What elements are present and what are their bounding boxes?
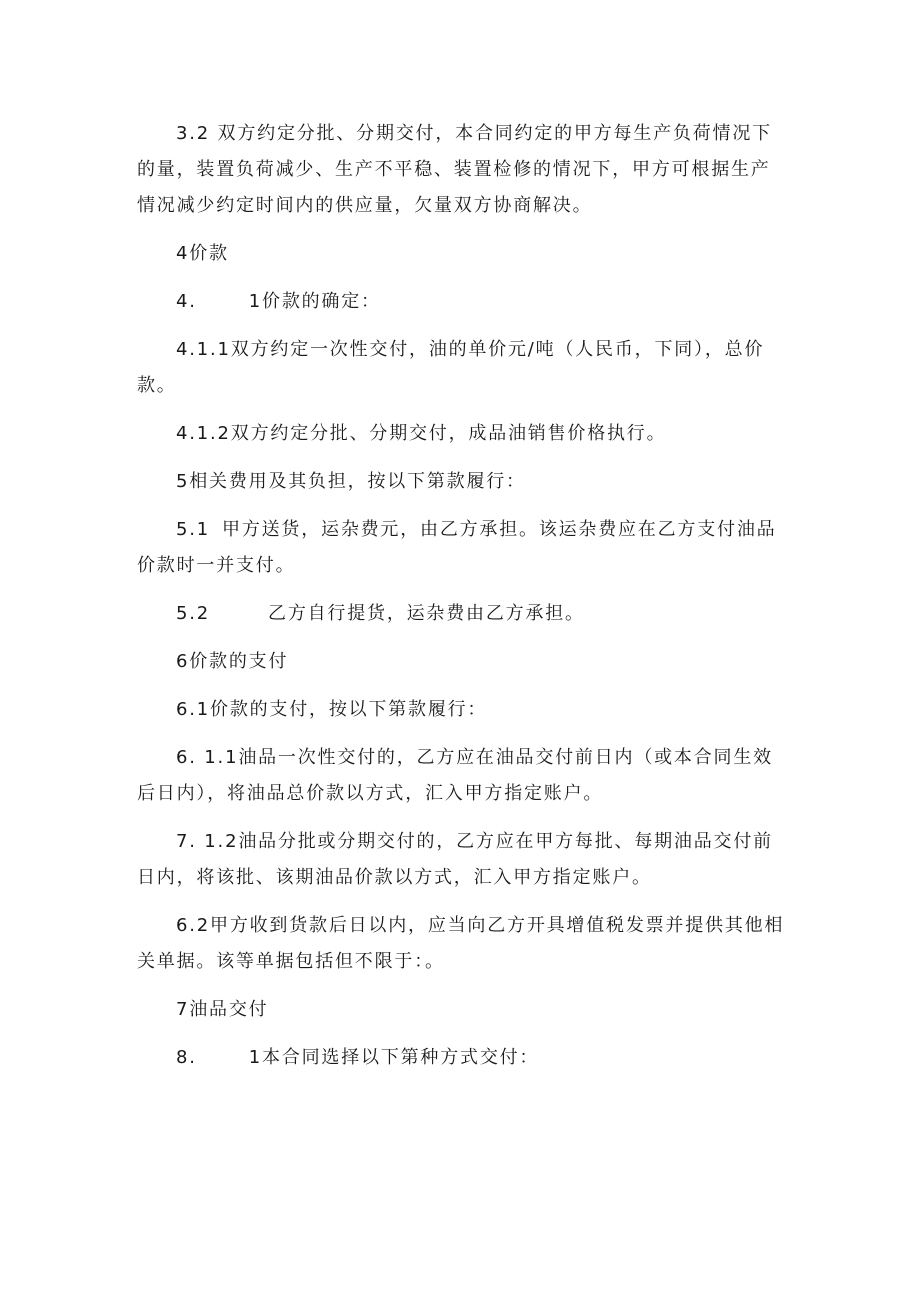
paragraph-5-2 [137,596,787,632]
heading-5-fees: 5相关费用及其负担，按以下第款履行： [176,471,526,492]
clause-number: 5.1 [176,519,211,540]
paragraph-3-2: 3.2 双方约定分批、分期交付，本合同约定的甲方每生产负荷情况下的量，装置负荷减少、生产不平稳、装置检修的情况下，甲方可根据生产情况减少约定时间内的供应量，欠量双方协商解决。 [137,123,772,216]
paragraph-8-1 [137,1040,787,1076]
paragraph-5-1 [137,512,787,584]
paragraph-6-1: 6.1价款的支付，按以下第款履行： [176,699,488,720]
clause-number: 8. [176,1047,197,1068]
heading-4-price: 4价款 [176,243,229,264]
clause-text: 1本合同选择以下第种方式交付： [248,1047,540,1068]
heading-6-payment: 6价款的支付 [176,651,289,672]
clause-text: 乙方自行提货，运杂费由乙方承担。 [268,603,585,624]
paragraph-4-1-1: 4.1.1双方约定一次性交付，油的单价元/吨（人民币，下同），总价款。 [137,339,765,396]
paragraph-6-1-1: 6. 1.1油品一次性交付的，乙方应在油品交付前日内（或本合同生效后日内），将油品总价款以方式，汇入甲方指定账户。 [137,747,773,804]
document-body [137,116,787,1088]
clause-text: 甲方送货，运杂费元，由乙方承担。该运杂费应在乙方支付油品价款时一并支付。 [137,519,777,576]
clause-number: 4. [176,291,197,312]
paragraph-7-1-2: 7. 1.2油品分批或分期交付的，乙方应在甲方每批、每期油品交付前日内，将该批、该期油品价款以方式，汇入甲方指定账户。 [137,831,773,888]
heading-7-delivery: 7油品交付 [176,999,269,1020]
paragraph-6-2: 6.2甲方收到货款后日以内，应当向乙方开具增值税发票并提供其他相关单据。该等单据包括但不限于：。 [137,915,785,972]
clause-text: 1价款的确定： [248,291,381,312]
paragraph-4-1 [137,284,787,320]
clause-number: 5.2 [176,603,211,624]
paragraph-4-1-2: 4.1.2双方约定分批、分期交付，成品油销售价格执行。 [176,423,667,444]
